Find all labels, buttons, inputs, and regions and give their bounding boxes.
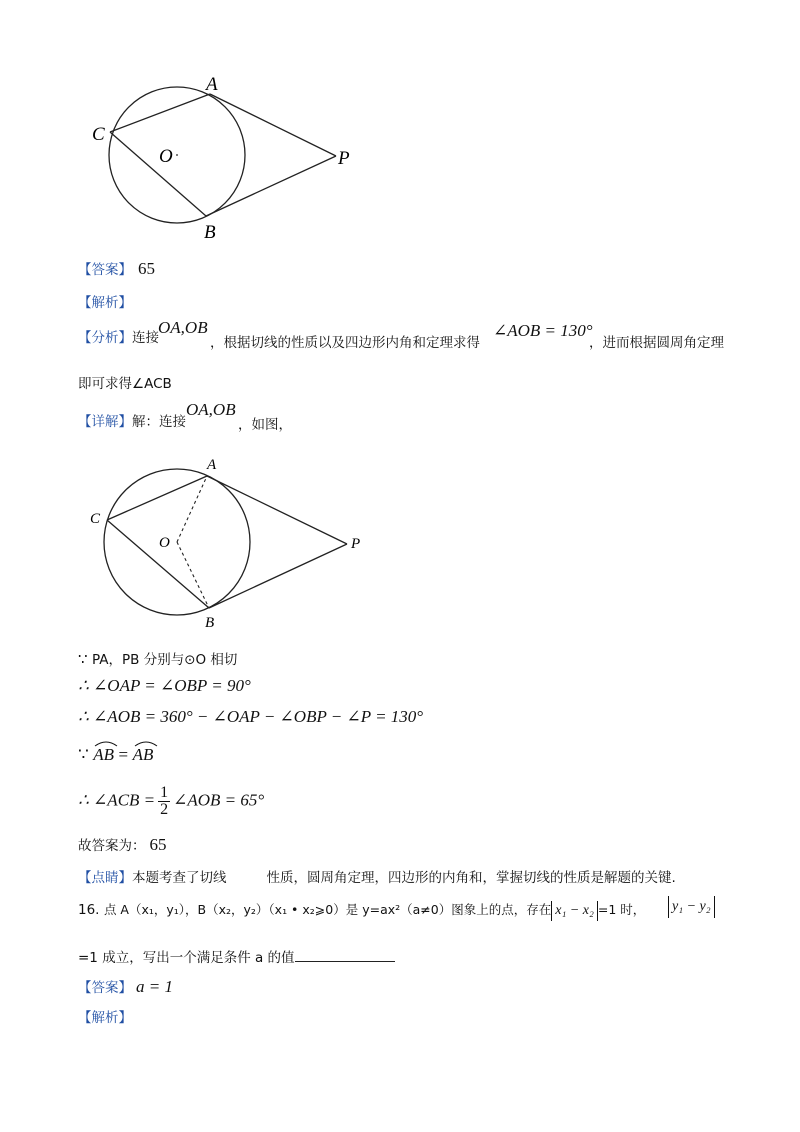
q16-abs-1: x₁ − x₂	[551, 901, 598, 921]
step-5	[78, 785, 264, 818]
fenxi-text-2: ，根据切线的性质以及四边形内角和定理求得	[210, 335, 480, 351]
step-1-text: PA，PB 分别与⊙O 相切	[92, 652, 238, 668]
arc-ab-2-text: AB	[132, 745, 154, 764]
label-a: A	[206, 74, 218, 95]
fenxi-line-1	[78, 326, 159, 346]
q16-text-1: 点 A（x₁，y₁），B（x₂，y₂）（x₁ • x₂⩾0）是 y=ax²（a≠0）图象上的点，存在	[103, 902, 552, 917]
xiangjie-math-1: OA,OB	[186, 400, 236, 419]
answer-tag: 【答案】	[78, 262, 132, 278]
label-c-2: C	[90, 511, 101, 527]
arc-ab-2	[133, 745, 154, 765]
conclusion-text: 故答案为：	[78, 838, 146, 854]
step-2: ∴ ∠OAP = ∠OBP = 90°	[78, 676, 251, 695]
label-c: C	[92, 124, 105, 145]
xiangjie-text-2: ，如图，	[238, 417, 292, 433]
step-4-eq: =	[118, 745, 129, 764]
xiangjie-tag: 【详解】	[78, 414, 132, 430]
arc-ab-1-text: AB	[93, 745, 115, 764]
step-5-post: ∠AOB = 65°	[173, 790, 265, 810]
analysis-tag: 【解析】	[78, 295, 132, 311]
label-b: B	[204, 222, 216, 243]
radius-ob	[177, 542, 209, 608]
label-a-2: A	[207, 457, 217, 473]
figure-2-circle-radii	[85, 452, 375, 632]
dianjing-text-1: 本题考查了切线	[132, 870, 227, 886]
q16-abs-2: y₁ − y₂	[668, 896, 715, 918]
q16-text-2: =1 时，	[597, 902, 646, 917]
xiangjie-line	[78, 410, 186, 430]
fraction-num: 1	[160, 784, 169, 801]
fraction-den: 2	[160, 801, 169, 818]
chord-cb	[110, 132, 206, 216]
q16-line-2	[78, 946, 395, 966]
q16-abs-2-wrap	[668, 896, 715, 918]
line-pa	[210, 94, 336, 156]
conclusion-value: 65	[149, 835, 167, 854]
label-p-2: P	[351, 536, 361, 552]
analysis16-tag: 【解析】	[78, 1010, 132, 1026]
arc-mark-2	[133, 739, 159, 747]
figure-1-circle-tangents	[80, 70, 370, 245]
label-p: P	[338, 148, 350, 169]
label-b-2: B	[205, 615, 215, 631]
answer-line	[78, 258, 155, 279]
fenxi-math-2: ∠AOB = 130°	[493, 321, 593, 340]
label-o-2: O	[159, 535, 170, 551]
fenxi-line-2: 即可求得∠ACB	[78, 376, 172, 392]
label-o: O	[159, 146, 173, 167]
q16-line-1	[78, 900, 645, 921]
answer16-tag: 【答案】	[78, 980, 132, 996]
fenxi-text-3: ，进而根据圆周角定理	[589, 335, 724, 351]
answer16-line	[78, 976, 173, 997]
step-1-symbol: ∵	[78, 652, 88, 668]
step-4-symbol: ∵	[78, 745, 89, 764]
arc-ab-1	[93, 745, 114, 765]
q16-line-2-text: =1 成立，写出一个满足条件 a 的值	[78, 950, 295, 966]
arc-mark-1	[93, 739, 119, 747]
dianjing-tag: 【点睛】	[78, 870, 132, 886]
radius-oa	[177, 476, 207, 542]
answer-blank	[295, 947, 395, 962]
dianjing-text-2: 性质，圆周角定理，四边形的内角和，掌握切线的性质是解题的关键.	[266, 870, 676, 886]
chord-ca	[110, 94, 210, 132]
conclusion-line	[78, 834, 167, 855]
line-pb	[206, 156, 336, 216]
fraction-half	[158, 785, 170, 818]
xiangjie-text-1: 解：连接	[132, 414, 186, 430]
step-3: ∴ ∠AOB = 360° − ∠OAP − ∠OBP − ∠P = 130°	[78, 707, 424, 726]
line-pa-2	[207, 476, 347, 544]
chord-ca-2	[107, 476, 207, 520]
chord-cb-2	[107, 520, 209, 608]
dianjing-line	[78, 866, 676, 886]
step-4	[78, 745, 153, 765]
q16-num: 16.	[78, 902, 100, 918]
fenxi-math-1: OA,OB	[158, 318, 208, 337]
answer-value: 65	[138, 259, 155, 278]
fenxi-tag: 【分析】	[78, 330, 132, 346]
step-5-pre: ∴ ∠ACB =	[78, 790, 156, 810]
center-dot	[176, 154, 178, 156]
answer16-value: a = 1	[136, 977, 173, 996]
line-pb-2	[209, 544, 347, 608]
fenxi-text-1: 连接	[132, 330, 159, 346]
step-1	[78, 648, 237, 669]
